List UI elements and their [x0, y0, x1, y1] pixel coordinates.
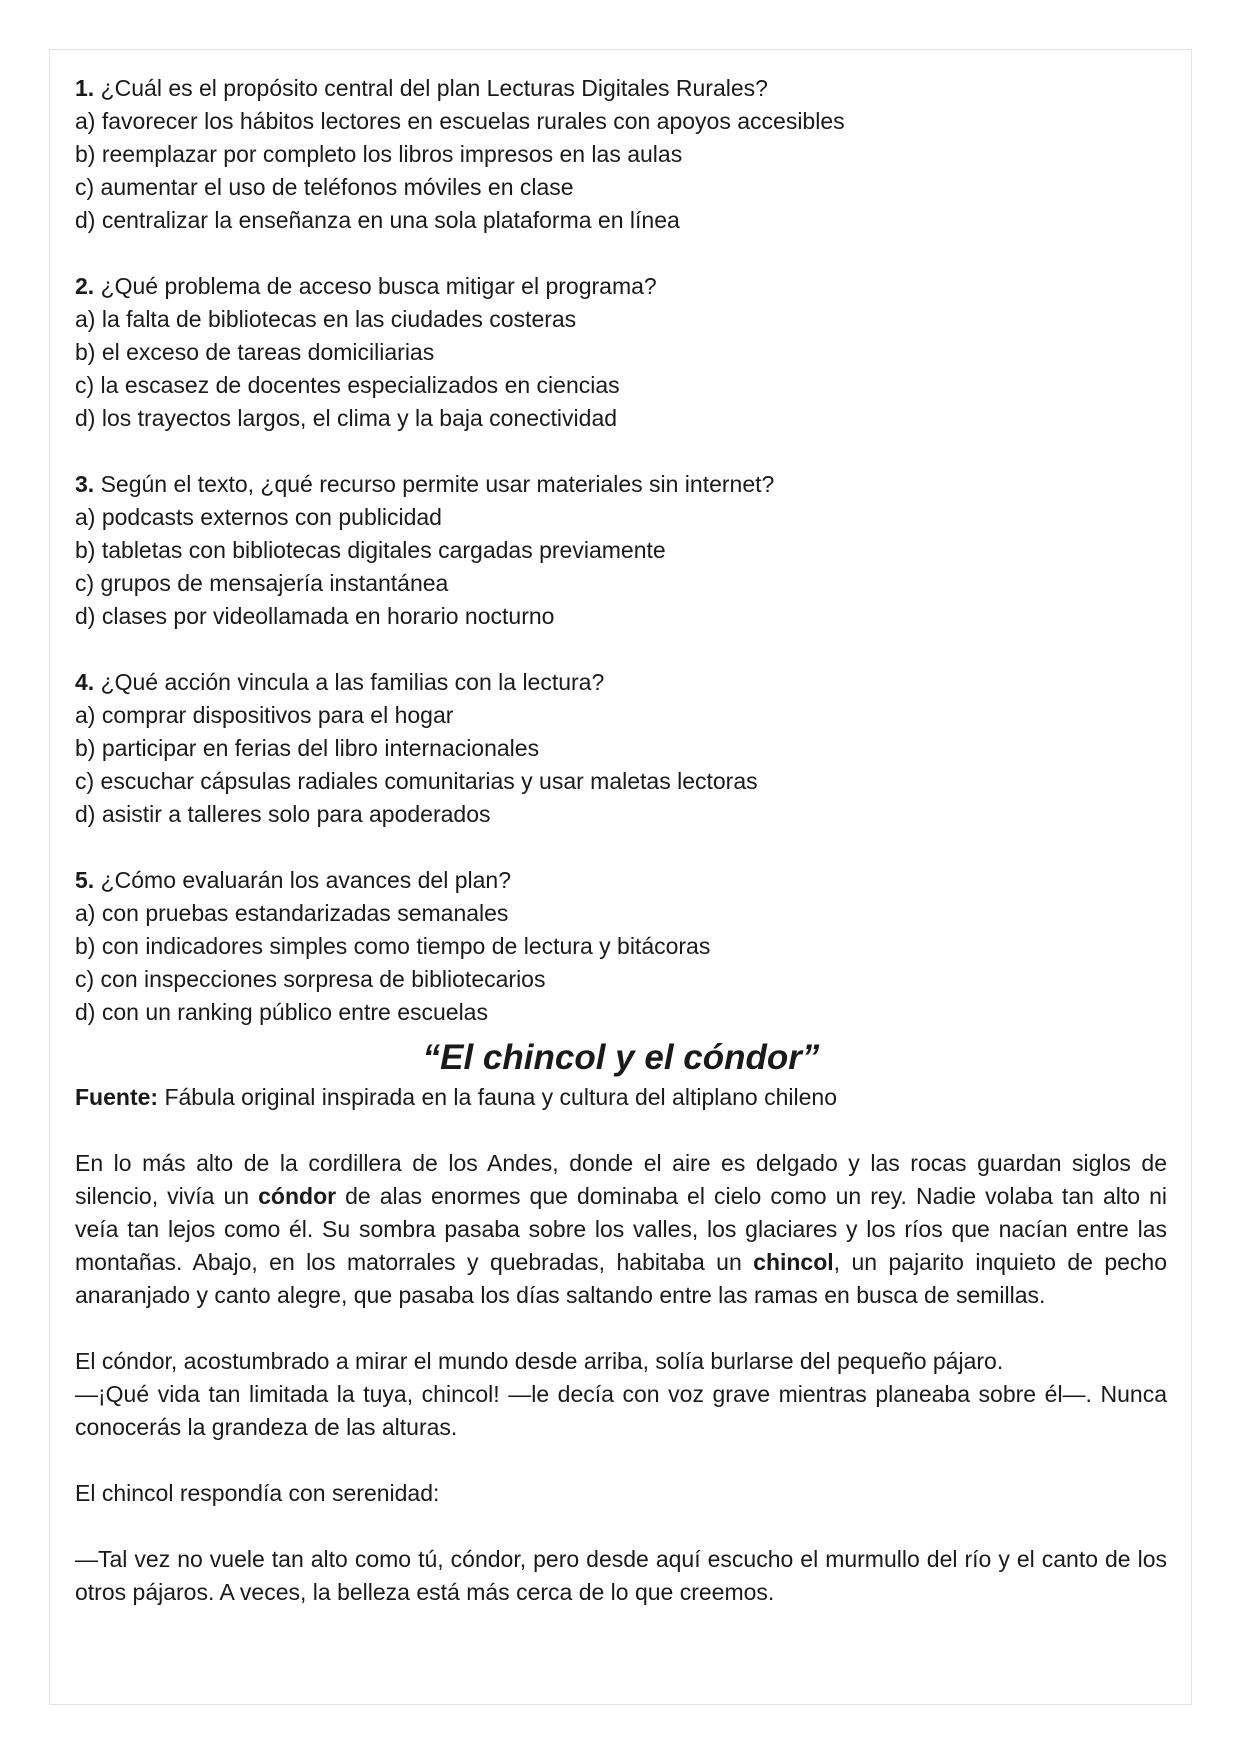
story-paragraph-4: —Tal vez no vuele tan alto como tú, cóndor, pero desde aquí escucho el murmullo del río y el canto de los otros pájaros. A veces, la belleza está más cerca de lo que creemos.	[75, 1546, 1167, 1605]
option-b: b) con indicadores simples como tiempo de lectura y bitácoras	[75, 933, 711, 959]
keyword-condor: cóndor	[258, 1183, 337, 1209]
question-number: 3.	[75, 471, 95, 497]
question-stem	[75, 72, 1167, 105]
question-stem	[75, 864, 1167, 897]
option-c: c) grupos de mensajería instantánea	[75, 570, 449, 596]
option-c: c) la escasez de docentes especializados en ciencias	[75, 372, 620, 398]
option-b: b) reemplazar por completo los libros impresos en las aulas	[75, 141, 683, 167]
question-4	[75, 666, 1167, 831]
option-a: a) con pruebas estandarizadas semanales	[75, 900, 509, 926]
option-c: c) con inspecciones sorpresa de bibliotecarios	[75, 966, 546, 992]
option-b: b) el exceso de tareas domiciliarias	[75, 339, 435, 365]
question-number: 2.	[75, 273, 95, 299]
question-text: ¿Cómo evaluarán los avances del plan?	[94, 867, 511, 893]
paragraph-text: de alas enormes que dominaba el cielo como un rey. Nadie volaba tan alto ni veía tan lejos como él. Su sombra pasaba sobre los valles, los glaciares y los ríos que nacían entre las montañas. Abajo, en los matorrales y quebradas, habitaba un	[75, 1183, 1167, 1275]
option-d: d) con un ranking público entre escuelas	[75, 999, 488, 1025]
option-a: a) comprar dispositivos para el hogar	[75, 702, 454, 728]
option-b: b) participar en ferias del libro internacionales	[75, 735, 540, 761]
option-d: d) los trayectos largos, el clima y la baja conectividad	[75, 405, 618, 431]
question-2	[75, 270, 1167, 435]
question-1	[75, 72, 1167, 237]
paragraph-text: El cóndor, acostumbrado a mirar el mundo desde arriba, solía burlarse del pequeño pájaro.	[75, 1348, 1004, 1374]
story-title: “El chincol y el cóndor”	[422, 1038, 820, 1077]
paragraph-text: , un pajarito inquieto de pecho anaranjado y canto alegre, que pasaba los días saltando entre las ramas en busca de semillas.	[75, 1249, 1167, 1308]
question-text: ¿Qué problema de acceso busca mitigar el programa?	[94, 273, 657, 299]
option-a: a) favorecer los hábitos lectores en escuelas rurales con apoyos accesibles	[75, 108, 845, 134]
question-number: 1.	[75, 75, 95, 101]
option-a: a) podcasts externos con publicidad	[75, 504, 442, 530]
paragraph-dialogue: —¡Qué vida tan limitada la tuya, chincol! —le decía con voz grave mientras planeaba sobre él—. Nunca conocerás la grandeza de las alturas.	[75, 1381, 1167, 1440]
question-text: Según el texto, ¿qué recurso permite usar materiales sin internet?	[94, 471, 775, 497]
source-label: Fuente:	[75, 1084, 159, 1110]
document-content	[75, 72, 1167, 1642]
option-d: d) asistir a talleres solo para apoderados	[75, 801, 491, 827]
paragraph-text: En lo más alto de la cordillera de los Andes, donde el aire es delgado y las rocas guardan siglos de silencio, vivía un	[75, 1150, 1167, 1209]
question-3	[75, 468, 1167, 633]
question-stem	[75, 666, 1167, 699]
story-paragraph-1	[75, 1147, 1167, 1312]
question-stem	[75, 468, 1167, 501]
source-text: Fábula original inspirada en la fauna y cultura del altiplano chileno	[158, 1084, 838, 1110]
question-stem	[75, 270, 1167, 303]
question-5	[75, 864, 1167, 1029]
option-a: a) la falta de bibliotecas en las ciudades costeras	[75, 306, 577, 332]
option-c: c) aumentar el uso de teléfonos móviles en clase	[75, 174, 574, 200]
story-paragraph-3: El chincol respondía con serenidad:	[75, 1480, 440, 1506]
keyword-chincol: chincol	[753, 1249, 834, 1275]
option-b: b) tabletas con bibliotecas digitales cargadas previamente	[75, 537, 666, 563]
option-c: c) escuchar cápsulas radiales comunitarias y usar maletas lectoras	[75, 768, 758, 794]
option-d: d) centralizar la enseñanza en una sola plataforma en línea	[75, 207, 680, 233]
question-text: ¿Cuál es el propósito central del plan Lecturas Digitales Rurales?	[94, 75, 768, 101]
option-d: d) clases por videollamada en horario nocturno	[75, 603, 555, 629]
question-number: 4.	[75, 669, 95, 695]
question-number: 5.	[75, 867, 95, 893]
story-paragraph-2	[75, 1345, 1167, 1444]
question-text: ¿Qué acción vincula a las familias con la lectura?	[94, 669, 605, 695]
story-source	[75, 1081, 1167, 1114]
